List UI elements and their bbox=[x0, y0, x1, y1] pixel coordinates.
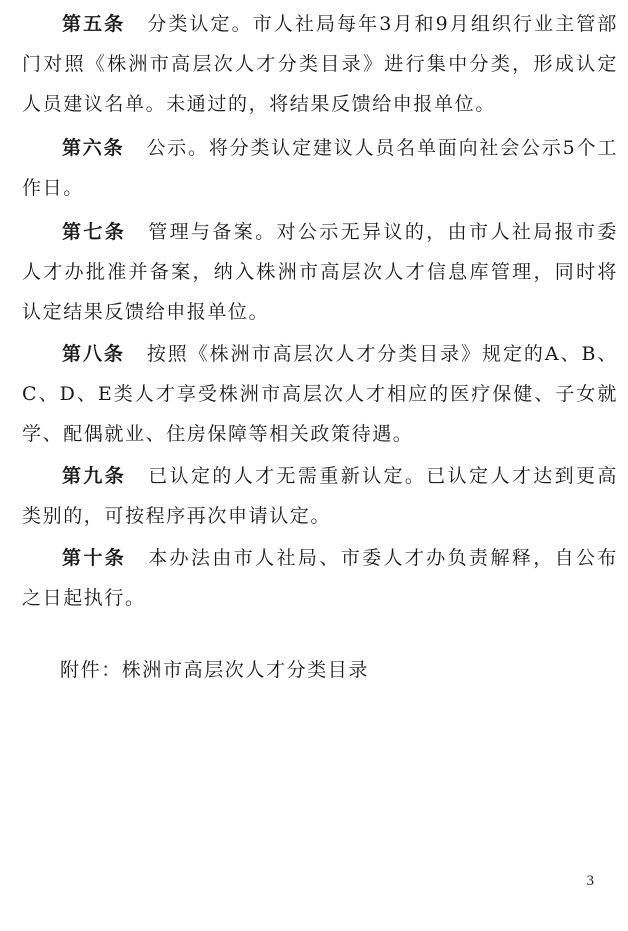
article-heading: 第十条 bbox=[62, 547, 127, 569]
article-6 bbox=[22, 128, 618, 208]
article-heading: 第九条 bbox=[62, 465, 127, 487]
article-text: 管理与备案。对公示无异议的，由市人社局报市委人才办批准并备案，纳入株洲市高层次人才信息库管理，同时将认定结果反馈给申报单位。 bbox=[22, 221, 618, 323]
article-7 bbox=[22, 212, 618, 332]
article-heading: 第六条 bbox=[62, 137, 125, 159]
attachment-note: 附件：株洲市高层次人才分类目录 bbox=[60, 659, 370, 681]
article-text: 分类认定。市人社局每年3月和9月组织行业主管部门对照《株洲市高层次人才分类目录》进行集中分类，形成认定人员建议名单。未通过的，将结果反馈给申报单位。 bbox=[22, 13, 618, 115]
article-9 bbox=[22, 456, 618, 536]
article-heading: 第八条 bbox=[62, 343, 125, 365]
article-heading: 第七条 bbox=[62, 221, 127, 243]
article-text: 本办法由市人社局、市委人才办负责解释，自公布之日起执行。 bbox=[22, 547, 618, 609]
page-number: 3 bbox=[586, 873, 594, 889]
article-text: 按照《株洲市高层次人才分类目录》规定的A、B、C、D、E类人才享受株洲市高层次人才相应的医疗保健、子女就学、配偶就业、住房保障等相关政策待遇。 bbox=[22, 343, 618, 445]
article-text: 已认定的人才无需重新认定。已认定人才达到更高类别的，可按程序再次申请认定。 bbox=[22, 465, 618, 527]
article-5 bbox=[22, 4, 618, 124]
article-heading: 第五条 bbox=[62, 13, 126, 35]
article-10 bbox=[22, 538, 618, 618]
article-text: 公示。将分类认定建议人员名单面向社会公示5个工作日。 bbox=[22, 137, 618, 199]
article-8 bbox=[22, 334, 618, 454]
